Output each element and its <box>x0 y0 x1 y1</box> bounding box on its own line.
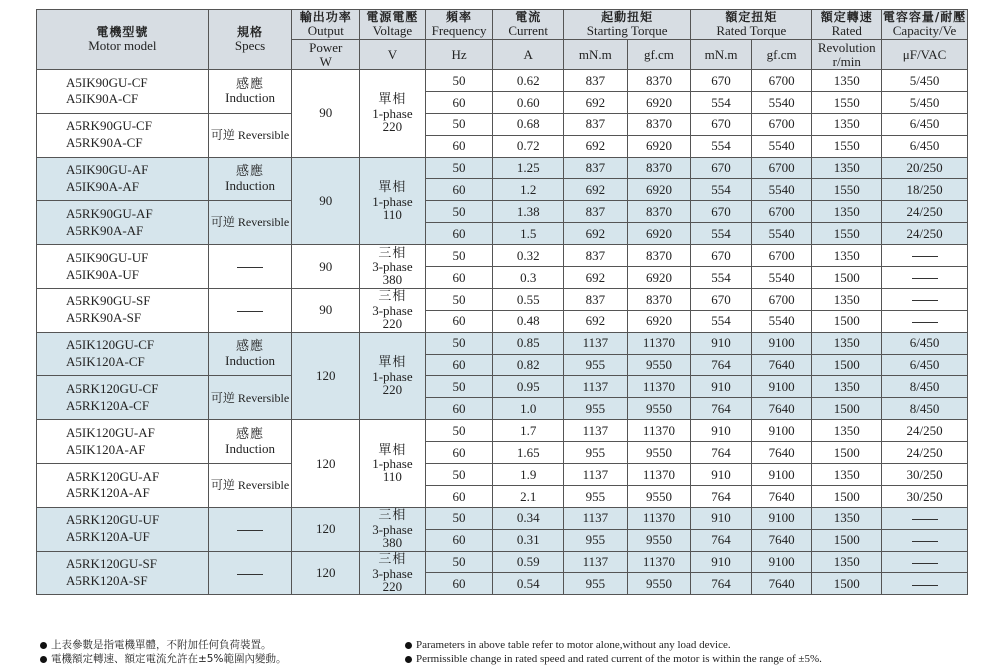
notes-english <box>405 638 822 666</box>
notes-chinese <box>40 638 286 666</box>
cell-cap <box>882 267 968 289</box>
cell-rt-mnm: 910 <box>691 332 752 354</box>
cell-st-mnm: 837 <box>564 70 628 92</box>
note-zh-1: 上表參數是指電機單體，不附加任何負荷裝置。 <box>40 638 286 652</box>
cell-st-mnm: 955 <box>564 573 628 595</box>
cell-rt-gfcm: 5540 <box>751 267 812 289</box>
cell-rt-gfcm: 7640 <box>751 442 812 464</box>
voltage-cell: 單相 1-phase 220 <box>360 70 426 158</box>
dash-mark <box>237 574 263 575</box>
cell-st-mnm: 837 <box>564 113 628 135</box>
cell-current: 0.60 <box>493 91 564 113</box>
unit-starting-mnm: mN.m <box>564 40 628 70</box>
cell-freq: 50 <box>425 70 493 92</box>
cell-rt-mnm: 910 <box>691 376 752 398</box>
cell-freq: 60 <box>425 485 493 507</box>
cell-rt-gfcm: 9100 <box>751 376 812 398</box>
header-rated-torque: 額定扭矩 Rated Torque <box>691 10 812 40</box>
specs-cell: 可逆 Reversible <box>208 113 292 157</box>
power-cell: 90 <box>292 245 360 289</box>
unit-rated-gfcm: gf.cm <box>751 40 812 70</box>
cell-cap: 24/250 <box>882 201 968 223</box>
cell-st-gfcm: 6920 <box>627 135 691 157</box>
specs-cell: 感應 Induction <box>208 420 292 464</box>
cell-st-gfcm: 11370 <box>627 551 691 573</box>
cell-current: 1.7 <box>493 420 564 442</box>
table-row <box>37 70 968 92</box>
cell-freq: 60 <box>425 310 493 332</box>
motor-model-cell: A5IK90GU-UF A5IK90A-UF <box>37 245 209 289</box>
cell-rt-mnm: 764 <box>691 354 752 376</box>
cell-cap <box>882 310 968 332</box>
power-cell: 90 <box>292 288 360 332</box>
cell-current: 0.55 <box>493 288 564 310</box>
unit-capacity: μF/VAC <box>882 40 968 70</box>
cell-st-gfcm: 9550 <box>627 442 691 464</box>
power-cell: 120 <box>292 420 360 508</box>
cell-current: 1.25 <box>493 157 564 179</box>
cell-current: 1.5 <box>493 223 564 245</box>
motor-model-cell: A5RK90GU-SF A5RK90A-SF <box>37 288 209 332</box>
cell-freq: 50 <box>425 420 493 442</box>
cell-rt-gfcm: 6700 <box>751 113 812 135</box>
spec-table-body <box>37 70 968 595</box>
dash-mark <box>237 530 263 531</box>
header-voltage: 電源電壓 Voltage <box>360 10 426 40</box>
voltage-cell: 三相 3-phase 220 <box>360 288 426 332</box>
cell-current: 0.62 <box>493 70 564 92</box>
cell-st-mnm: 837 <box>564 157 628 179</box>
cell-freq: 50 <box>425 507 493 529</box>
power-cell: 120 <box>292 332 360 420</box>
specs-cell: 感應 Induction <box>208 332 292 376</box>
cell-st-mnm: 1137 <box>564 507 628 529</box>
cell-rt-mnm: 764 <box>691 442 752 464</box>
cell-cap: 30/250 <box>882 485 968 507</box>
specs-cell: 可逆 Reversible <box>208 464 292 508</box>
cell-rt-gfcm: 6700 <box>751 201 812 223</box>
cell-st-mnm: 692 <box>564 179 628 201</box>
cell-st-mnm: 955 <box>564 485 628 507</box>
cell-st-gfcm: 11370 <box>627 376 691 398</box>
voltage-cell: 三相 3-phase 220 <box>360 551 426 595</box>
specs-cell <box>208 551 292 595</box>
bullet-icon <box>40 642 47 649</box>
cell-rt-gfcm: 6700 <box>751 245 812 267</box>
specs-cell <box>208 507 292 551</box>
cell-cap: 24/250 <box>882 223 968 245</box>
specs-cell: 可逆 Reversible <box>208 376 292 420</box>
cell-st-gfcm: 11370 <box>627 332 691 354</box>
dash-mark <box>912 563 938 564</box>
cell-rt-mnm: 554 <box>691 310 752 332</box>
table-row <box>37 464 968 486</box>
voltage-cell: 三相 3-phase 380 <box>360 245 426 289</box>
cell-speed: 1350 <box>812 201 882 223</box>
cell-cap: 6/450 <box>882 113 968 135</box>
cell-freq: 60 <box>425 354 493 376</box>
cell-speed: 1550 <box>812 179 882 201</box>
cell-speed: 1350 <box>812 70 882 92</box>
cell-cap: 5/450 <box>882 91 968 113</box>
cell-current: 0.3 <box>493 267 564 289</box>
table-row <box>37 245 968 267</box>
header-output: 輸出功率 Output <box>292 10 360 40</box>
dash-mark <box>912 300 938 301</box>
cell-st-mnm: 955 <box>564 442 628 464</box>
motor-model-cell: A5RK120GU-CF A5RK120A-CF <box>37 376 209 420</box>
note-en-1: Parameters in above table refer to motor alone,without any load device. <box>405 638 822 652</box>
cell-current: 0.54 <box>493 573 564 595</box>
header-starting-torque: 起動扭矩 Starting Torque <box>564 10 691 40</box>
bullet-icon <box>40 656 47 663</box>
spec-table-container <box>36 9 968 595</box>
cell-rt-gfcm: 6700 <box>751 157 812 179</box>
cell-rt-mnm: 670 <box>691 245 752 267</box>
cell-current: 1.9 <box>493 464 564 486</box>
cell-freq: 60 <box>425 91 493 113</box>
motor-spec-table <box>36 9 968 595</box>
cell-current: 0.31 <box>493 529 564 551</box>
cell-rt-mnm: 764 <box>691 529 752 551</box>
cell-current: 0.85 <box>493 332 564 354</box>
cell-st-gfcm: 11370 <box>627 507 691 529</box>
cell-rt-gfcm: 5540 <box>751 91 812 113</box>
cell-st-mnm: 955 <box>564 354 628 376</box>
unit-speed: Revolution r/min <box>812 40 882 70</box>
cell-rt-mnm: 670 <box>691 201 752 223</box>
cell-freq: 50 <box>425 551 493 573</box>
cell-speed: 1550 <box>812 91 882 113</box>
cell-speed: 1350 <box>812 551 882 573</box>
cell-freq: 50 <box>425 376 493 398</box>
cell-cap <box>882 573 968 595</box>
cell-current: 0.82 <box>493 354 564 376</box>
cell-freq: 60 <box>425 267 493 289</box>
cell-rt-gfcm: 7640 <box>751 485 812 507</box>
cell-rt-gfcm: 7640 <box>751 354 812 376</box>
header-capacity: 電容容量/耐壓 Capacity/Ve <box>882 10 967 38</box>
cell-freq: 50 <box>425 288 493 310</box>
cell-st-mnm: 837 <box>564 288 628 310</box>
cell-cap <box>882 551 968 573</box>
cell-freq: 60 <box>425 529 493 551</box>
cell-freq: 50 <box>425 332 493 354</box>
cell-speed: 1500 <box>812 354 882 376</box>
cell-speed: 1350 <box>812 245 882 267</box>
cell-st-gfcm: 8370 <box>627 113 691 135</box>
cell-st-gfcm: 8370 <box>627 201 691 223</box>
dash-mark <box>912 585 938 586</box>
cell-speed: 1500 <box>812 485 882 507</box>
table-row <box>37 507 968 529</box>
cell-st-mnm: 1137 <box>564 376 628 398</box>
cell-rt-gfcm: 5540 <box>751 310 812 332</box>
cell-freq: 50 <box>425 464 493 486</box>
cell-st-gfcm: 9550 <box>627 529 691 551</box>
cell-rt-gfcm: 6700 <box>751 288 812 310</box>
dash-mark <box>912 256 938 257</box>
cell-freq: 60 <box>425 223 493 245</box>
cell-rt-mnm: 764 <box>691 573 752 595</box>
cell-rt-mnm: 554 <box>691 267 752 289</box>
cell-speed: 1350 <box>812 376 882 398</box>
cell-speed: 1500 <box>812 310 882 332</box>
cell-st-mnm: 1137 <box>564 332 628 354</box>
cell-cap: 5/450 <box>882 70 968 92</box>
bullet-icon <box>405 642 412 649</box>
table-row <box>37 420 968 442</box>
cell-current: 1.38 <box>493 201 564 223</box>
cell-rt-gfcm: 5540 <box>751 179 812 201</box>
cell-current: 0.32 <box>493 245 564 267</box>
cell-speed: 1500 <box>812 442 882 464</box>
cell-rt-gfcm: 9100 <box>751 420 812 442</box>
motor-model-cell: A5RK90GU-CF A5RK90A-CF <box>37 113 209 157</box>
cell-cap <box>882 288 968 310</box>
motor-model-cell: A5IK90GU-CF A5IK90A-CF <box>37 70 209 114</box>
cell-cap <box>882 529 968 551</box>
cell-speed: 1550 <box>812 135 882 157</box>
cell-speed: 1500 <box>812 573 882 595</box>
dash-mark <box>912 541 938 542</box>
cell-cap: 6/450 <box>882 135 968 157</box>
specs-cell <box>208 288 292 332</box>
cell-st-gfcm: 6920 <box>627 267 691 289</box>
cell-st-gfcm: 11370 <box>627 464 691 486</box>
power-cell: 90 <box>292 157 360 245</box>
table-row <box>37 157 968 179</box>
cell-rt-gfcm: 5540 <box>751 135 812 157</box>
cell-speed: 1350 <box>812 288 882 310</box>
specs-cell <box>208 245 292 289</box>
cell-rt-mnm: 670 <box>691 70 752 92</box>
cell-freq: 50 <box>425 201 493 223</box>
dash-mark <box>912 519 938 520</box>
voltage-cell: 單相 1-phase 220 <box>360 332 426 420</box>
cell-st-mnm: 837 <box>564 201 628 223</box>
cell-st-mnm: 692 <box>564 310 628 332</box>
motor-model-cell: A5IK120GU-AF A5IK120A-AF <box>37 420 209 464</box>
cell-cap <box>882 245 968 267</box>
cell-rt-gfcm: 9100 <box>751 464 812 486</box>
unit-rated-mnm: mN.m <box>691 40 752 70</box>
unit-power: Power W <box>292 40 360 70</box>
cell-speed: 1350 <box>812 507 882 529</box>
cell-st-mnm: 1137 <box>564 464 628 486</box>
header-motor-model: 電機型號 Motor model <box>37 10 209 70</box>
specs-cell: 可逆 Reversible <box>208 201 292 245</box>
cell-rt-gfcm: 9100 <box>751 332 812 354</box>
cell-st-gfcm: 6920 <box>627 179 691 201</box>
cell-freq: 60 <box>425 573 493 595</box>
cell-st-mnm: 1137 <box>564 551 628 573</box>
cell-current: 1.0 <box>493 398 564 420</box>
unit-voltage: V <box>360 40 426 70</box>
cell-st-gfcm: 9550 <box>627 354 691 376</box>
cell-st-gfcm: 8370 <box>627 245 691 267</box>
cell-st-mnm: 955 <box>564 398 628 420</box>
cell-cap: 6/450 <box>882 332 968 354</box>
cell-st-gfcm: 6920 <box>627 223 691 245</box>
cell-cap: 6/450 <box>882 354 968 376</box>
cell-st-gfcm: 9550 <box>627 573 691 595</box>
cell-current: 0.59 <box>493 551 564 573</box>
cell-freq: 60 <box>425 442 493 464</box>
cell-speed: 1500 <box>812 398 882 420</box>
table-row <box>37 201 968 223</box>
voltage-cell: 單相 1-phase 110 <box>360 157 426 245</box>
header-frequency: 頻率 Frequency <box>425 10 493 40</box>
cell-speed: 1350 <box>812 157 882 179</box>
table-row <box>37 376 968 398</box>
cell-st-gfcm: 9550 <box>627 398 691 420</box>
cell-rt-mnm: 554 <box>691 135 752 157</box>
cell-freq: 50 <box>425 157 493 179</box>
motor-model-cell: A5RK120GU-AF A5RK120A-AF <box>37 464 209 508</box>
cell-st-gfcm: 11370 <box>627 420 691 442</box>
cell-current: 1.65 <box>493 442 564 464</box>
cell-freq: 60 <box>425 179 493 201</box>
cell-current: 0.95 <box>493 376 564 398</box>
cell-rt-gfcm: 7640 <box>751 529 812 551</box>
dash-mark <box>237 267 263 268</box>
motor-model-cell: A5IK90GU-AF A5IK90A-AF <box>37 157 209 201</box>
cell-cap: 24/250 <box>882 420 968 442</box>
dash-mark <box>912 322 938 323</box>
unit-starting-gfcm: gf.cm <box>627 40 691 70</box>
motor-model-cell: A5IK120GU-CF A5IK120A-CF <box>37 332 209 376</box>
cell-cap: 24/250 <box>882 442 968 464</box>
cell-rt-mnm: 910 <box>691 420 752 442</box>
cell-rt-mnm: 670 <box>691 113 752 135</box>
cell-cap: 20/250 <box>882 157 968 179</box>
cell-speed: 1350 <box>812 113 882 135</box>
power-cell: 90 <box>292 70 360 158</box>
cell-st-gfcm: 6920 <box>627 310 691 332</box>
cell-current: 1.2 <box>493 179 564 201</box>
table-row <box>37 113 968 135</box>
cell-rt-mnm: 910 <box>691 551 752 573</box>
cell-st-mnm: 837 <box>564 245 628 267</box>
power-cell: 120 <box>292 507 360 551</box>
motor-model-cell: A5RK90GU-AF A5RK90A-AF <box>37 201 209 245</box>
cell-st-mnm: 955 <box>564 529 628 551</box>
cell-cap <box>882 507 968 529</box>
cell-current: 0.48 <box>493 310 564 332</box>
cell-speed: 1500 <box>812 267 882 289</box>
cell-current: 0.72 <box>493 135 564 157</box>
cell-rt-mnm: 554 <box>691 179 752 201</box>
cell-st-mnm: 1137 <box>564 420 628 442</box>
cell-st-gfcm: 9550 <box>627 485 691 507</box>
dash-mark <box>912 278 938 279</box>
voltage-cell: 三相 3-phase 380 <box>360 507 426 551</box>
specs-cell: 感應 Induction <box>208 70 292 114</box>
motor-model-cell: A5RK120GU-SF A5RK120A-SF <box>37 551 209 595</box>
cell-st-gfcm: 8370 <box>627 70 691 92</box>
cell-rt-mnm: 910 <box>691 507 752 529</box>
cell-rt-gfcm: 6700 <box>751 70 812 92</box>
cell-rt-gfcm: 9100 <box>751 551 812 573</box>
cell-st-gfcm: 8370 <box>627 288 691 310</box>
unit-current: A <box>493 40 564 70</box>
cell-rt-mnm: 764 <box>691 398 752 420</box>
cell-cap: 8/450 <box>882 376 968 398</box>
voltage-cell: 單相 1-phase 110 <box>360 420 426 508</box>
cell-rt-mnm: 670 <box>691 157 752 179</box>
table-row <box>37 288 968 310</box>
cell-rt-gfcm: 5540 <box>751 223 812 245</box>
cell-speed: 1350 <box>812 332 882 354</box>
cell-current: 0.68 <box>493 113 564 135</box>
dash-mark <box>237 311 263 312</box>
power-cell: 120 <box>292 551 360 595</box>
cell-speed: 1550 <box>812 223 882 245</box>
cell-current: 2.1 <box>493 485 564 507</box>
cell-st-mnm: 692 <box>564 223 628 245</box>
cell-rt-gfcm: 9100 <box>751 507 812 529</box>
cell-cap: 8/450 <box>882 398 968 420</box>
header-rated-speed: 額定轉速 Rated <box>812 10 882 40</box>
cell-rt-mnm: 910 <box>691 464 752 486</box>
cell-rt-gfcm: 7640 <box>751 573 812 595</box>
cell-st-mnm: 692 <box>564 91 628 113</box>
cell-rt-mnm: 764 <box>691 485 752 507</box>
motor-model-cell: A5RK120GU-UF A5RK120A-UF <box>37 507 209 551</box>
cell-rt-mnm: 554 <box>691 223 752 245</box>
cell-speed: 1500 <box>812 529 882 551</box>
cell-freq: 50 <box>425 245 493 267</box>
bullet-icon <box>405 656 412 663</box>
cell-cap: 18/250 <box>882 179 968 201</box>
cell-speed: 1350 <box>812 420 882 442</box>
cell-freq: 60 <box>425 135 493 157</box>
table-row <box>37 551 968 573</box>
cell-current: 0.34 <box>493 507 564 529</box>
cell-st-mnm: 692 <box>564 267 628 289</box>
cell-speed: 1350 <box>812 464 882 486</box>
cell-st-mnm: 692 <box>564 135 628 157</box>
header-specs: 規格 Specs <box>208 10 292 70</box>
header-current: 電流 Current <box>493 10 564 40</box>
specs-cell: 感應 Induction <box>208 157 292 201</box>
table-row <box>37 332 968 354</box>
cell-rt-mnm: 670 <box>691 288 752 310</box>
cell-freq: 50 <box>425 113 493 135</box>
unit-frequency: Hz <box>425 40 493 70</box>
cell-st-gfcm: 6920 <box>627 91 691 113</box>
note-en-2: Permissible change in rated speed and rated current of the motor is within the range of ±5%. <box>405 652 822 666</box>
cell-freq: 60 <box>425 398 493 420</box>
note-zh-2: 電機額定轉速、額定電流允許在±5%範圍內變動。 <box>40 652 286 666</box>
cell-cap: 30/250 <box>882 464 968 486</box>
cell-st-gfcm: 8370 <box>627 157 691 179</box>
cell-rt-gfcm: 7640 <box>751 398 812 420</box>
cell-rt-mnm: 554 <box>691 91 752 113</box>
